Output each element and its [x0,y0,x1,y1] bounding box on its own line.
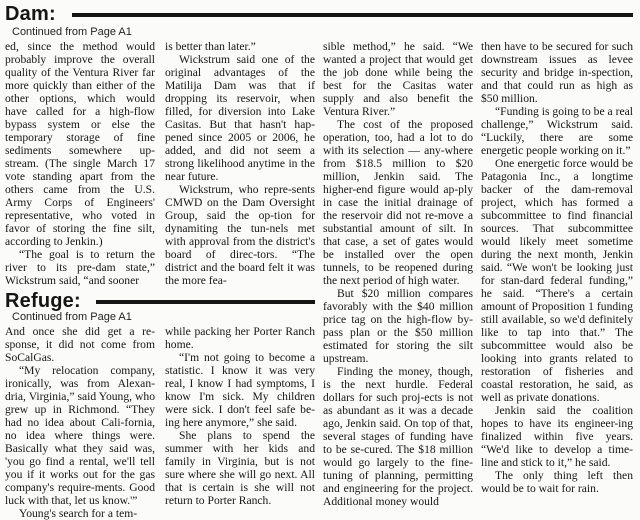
dam-col3-para-1: sible method,” he said. “We wanted a project that would get the job done while being the best for the Casitas water supply and also benefit the Ventura River.” [323,40,473,118]
refuge-column-1 [5,325,155,520]
dam-col4-para-1: then have to be secured for such downstream issues as levee security and bridge in-spection, and that could run as high as $50 million. [481,40,633,105]
refuge-continued-line: Continued from Page A1 [12,311,132,323]
refuge-col2-para-2: “I'm not going to become a statistic. I know it was very real, I know I had symptoms, I know I'm sick. My children were sick. I don't feel safe be-ing here anymore,” she said. [165,351,315,429]
refuge-column-2 [165,325,315,512]
refuge-headline: Refuge: [5,290,81,312]
dam-col3-para-2: The cost of the proposed operation, too, had a lot to do with its selection — any-where from $18.5 million to $20 million, Jenkin said. The higher-end figure would ap-ply in case the initial drainage of the reservoir did not re-move a substantial amount of silt. In that case, a set of gates would be installed over the open tunnels, to be reopened during the next period of high water. [323,118,473,287]
dam-col1-para-2: “The goal is to return the river to its pre-dam state,” Wickstrum said, “and sooner [5,248,155,287]
dam-col4-para-4: Jenkin said the coalition hopes to have its engineer-ing finalized within five years. “We'd like to develop a time-line and stick to it,” he said. [481,404,633,469]
dam-col4-para-5: The only thing left then would be to wait for rain. [481,469,633,495]
dam-col3-para-3: But $20 million compares favorably with the $40 million price tag on the high-flow by-pass plan or the $50 million estimated for storing the silt upstream. [323,287,473,365]
dam-continued-line: Continued from Page A1 [12,26,132,38]
dam-column-4 [481,40,633,510]
refuge-headline-rule [96,300,315,304]
refuge-col2-para-1: while packing her Porter Ranch home. [165,325,315,351]
refuge-col1-para-3: Young's search for a tem- [19,507,138,520]
refuge-col2-para-3: She plans to spend the summer with her kids and family in Virginia, but is not sure where she will go next. All that is certain is she will not return to Porter Ranch. [165,429,315,507]
dam-column-3 [323,40,473,510]
dam-col2-para-1: is better than later.” [165,40,256,53]
refuge-col1-para-2: “My relocation company, ironically, was from Alexan-dria, Virginia,” said Young, who grew up in Richmond. “They had no idea about Cali-fornia, no idea where things were. Basically what they said was, 'you go find a rental, we'll tell you if it works out for the gas company's require-ments. Good luck with that, let us know.'” [5,364,155,507]
dam-col3-para-4: Finding the money, though, is the next hurdle. Federal dollars for such proj-ects is not as abundant as it was a decade ago, Jenkin said. On top of that, several stages of funding have to be se-cured. The $18 million would go largely to the fine-tuning of planning, permitting and engineering for the project. Additional money would [323,365,473,508]
dam-col2-para-3: Wickstrum, who repre-sents CMWD on the Dam Oversight Group, said the op-tion for dynamiting the tun-nels met with approval from the district's board of direc-tors. “The district and the board felt it was the more fea- [165,183,315,287]
dam-col2-para-2: Wickstrum said one of the original advantages of the Matilija Dam was that if dropping its reservoir, when filled, for diversion into Lake Casitas. But that hasn't hap-pened since 2005 or 2006, he added, and did not seem a strong likelihood anytime in the near future. [165,53,315,183]
dam-headline: Dam: [5,3,56,25]
dam-headline-rule [72,13,633,17]
dam-column-2 [165,40,315,287]
dam-col1-para-1: ed, since the method would probably improve the overall quality of the Ventura River far more quickly than either of the other options, which would have called for a high-flow bypass system or else the temporary storage of fine sediments somewhere up-stream. (The single March 17 vote standing apart from the others came from the U.S. Army Corps of Engineers' representative, who voted in favor of storing the fine silt, according to Jenkin.) [5,40,155,248]
dam-col4-para-3: One energetic force would be Patagonia Inc., a longtime backer of the dam-removal project, which has formed a subcommittee to find financial sources. That subcommittee would likely meet sometime during the next month, Jenkin said. “We won't be looking just for stan-dard federal funding,” he said. “There's a certain amount of Proposition 1 funding still available, so we'd definitely like to tap into that.” The subcommittee would also be looking into grants related to restoration of fisheries and coastal restoration, he said, as well as private donations. [481,157,633,404]
refuge-col1-para-1: And once she did get a re-sponse, it did not come from SoCalGas. [5,325,155,364]
dam-column-1 [5,40,155,287]
dam-col4-para-2: “Funding is going to be a real challenge,” Wickstrum said. “Luckily, there are some energetic people working on it.” [481,105,633,157]
